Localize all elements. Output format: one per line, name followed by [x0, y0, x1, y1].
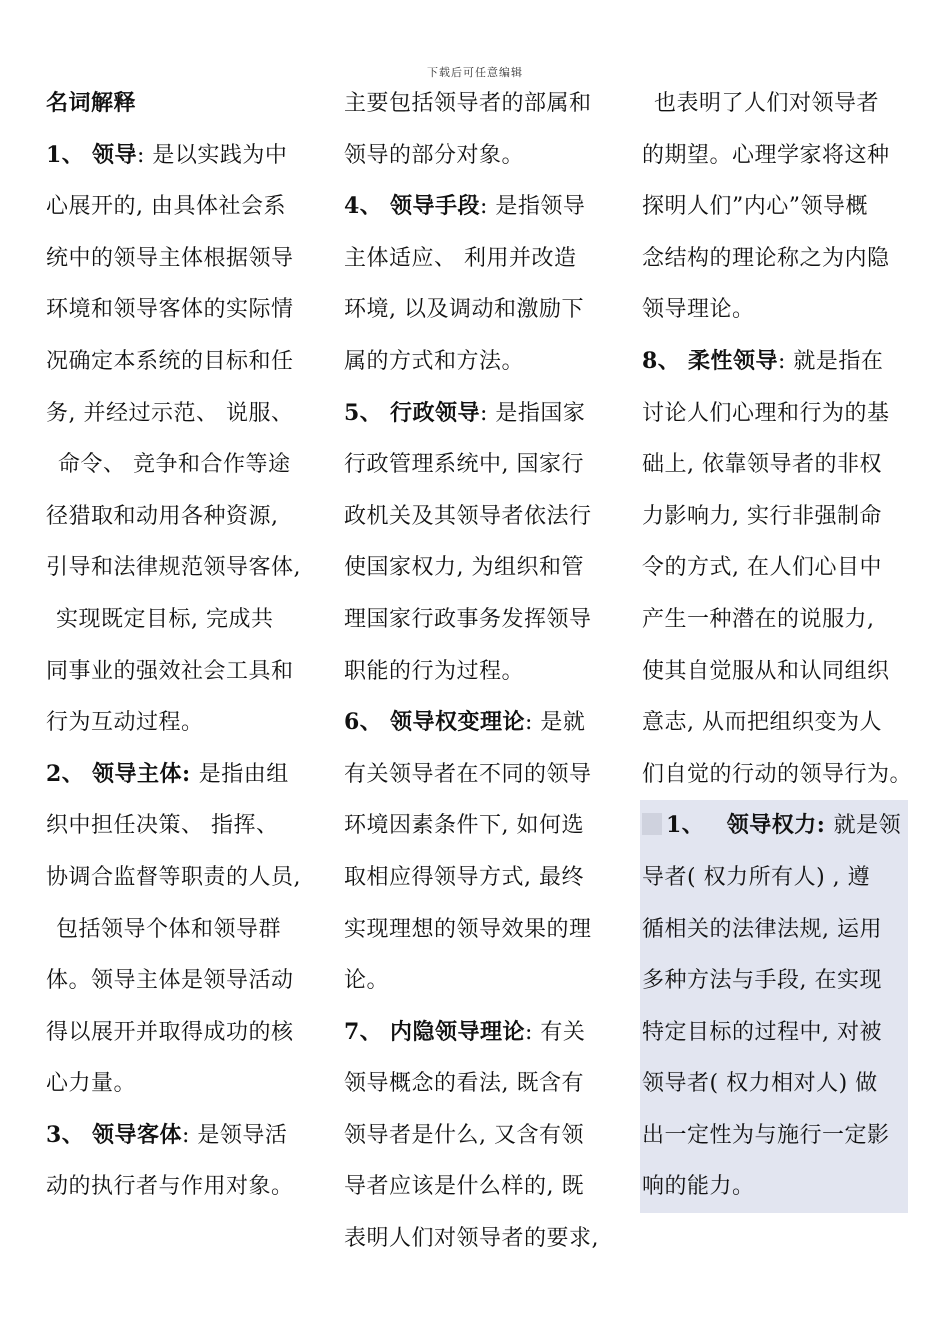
- entry-number: 6、: [344, 709, 383, 736]
- text-line: 实现理想的领导效果的理: [344, 916, 592, 942]
- text-line: 心力量。: [46, 1071, 137, 1097]
- text-line: 产生一种潜在的说服力,: [642, 606, 875, 632]
- text-line: 意志, 从而把组织变为人: [642, 710, 882, 736]
- text-line: 属的方式和方法。: [344, 348, 525, 374]
- entry-text: : 有关: [525, 1019, 586, 1045]
- text-line: 力影响力, 实行非强制命: [642, 503, 882, 529]
- text-line: 特定目标的过程中, 对被: [642, 1019, 882, 1045]
- entry-term: 柔性领导: [688, 347, 779, 374]
- text-line: 行政管理系统中, 国家行: [344, 452, 584, 478]
- text-line: 念结构的理论称之为内隐: [642, 245, 890, 271]
- entry-4-line: [344, 181, 610, 233]
- text-line: 表明人们对领导者的要求,: [344, 1226, 599, 1252]
- text-line: 动的执行者与作用对象。: [46, 1174, 294, 1200]
- entry-number: 3、: [46, 1121, 85, 1148]
- text-line: 职能的行为过程。: [344, 658, 525, 684]
- entry-term: 内隐领导理论: [390, 1018, 526, 1045]
- entry-6-line: [344, 697, 610, 749]
- text-line: 环境因素条件下, 如何选: [344, 813, 584, 839]
- entry-text: : 就是指在: [778, 348, 884, 374]
- text-line: 循相关的法律法规, 运用: [642, 916, 882, 942]
- text-line: 多种方法与手段, 在实现: [642, 968, 882, 994]
- text-line: 行为互动过程。: [46, 710, 204, 736]
- entry-text: 就是领: [833, 813, 902, 839]
- text-line: 有关领导者在不同的领导: [344, 761, 592, 787]
- column-3: [642, 78, 913, 1213]
- entry-2-line: [46, 749, 312, 801]
- entry-number: 1、: [666, 812, 705, 839]
- text-line: 领导者( 权力相对人) 做: [642, 1071, 878, 1097]
- entry-number: 8、: [642, 347, 681, 374]
- text-line: 讨论人们心理和行为的基: [642, 400, 890, 426]
- text-line: 领导的部分对象。: [344, 142, 525, 168]
- text-line: 令的方式, 在人们心目中: [642, 555, 882, 581]
- entry-1-line: [46, 130, 312, 182]
- entry-term: 行政领导: [390, 399, 481, 426]
- entry-number: 4、: [344, 193, 383, 220]
- text-line: 也表明了人们对领导者: [654, 91, 880, 116]
- text-line: 环境, 以及调动和激励下: [344, 297, 584, 323]
- column-2: [344, 78, 610, 1265]
- entry-5-line: [344, 388, 610, 440]
- text-line: 响的能力。: [642, 1174, 755, 1200]
- text-line: 取相应得领导方式, 最终: [344, 864, 584, 890]
- text-line: 探明人们”内心”领导概: [642, 194, 868, 220]
- text-line: 得以展开并取得成功的核: [46, 1019, 294, 1045]
- text-line: 政机关及其领导者依法行: [344, 503, 592, 529]
- entry-term: 领导客体: [92, 1121, 183, 1148]
- text-line: 的期望。心理学家将这种: [642, 142, 890, 168]
- entry-text: : 是指领导: [480, 194, 586, 220]
- text-line: 务, 并经过示范、 说服、: [46, 400, 294, 426]
- entry-number: 2、: [46, 760, 85, 787]
- text-line: 导者应该是什么样的, 既: [344, 1174, 584, 1200]
- text-line: 协调合监督等职责的人员,: [46, 864, 301, 890]
- text-line: 径猎取和动用各种资源,: [46, 503, 279, 529]
- entry-text: : 是就: [525, 710, 586, 736]
- text-line: 础上, 依靠领导者的非权: [642, 452, 882, 478]
- entry-term: 领导主体:: [92, 760, 199, 787]
- column-1: [46, 78, 312, 1213]
- text-line: 况确定本系统的目标和任: [46, 348, 294, 374]
- text-line: 导者( 权力所有人) , 遵: [642, 864, 871, 890]
- entry-text: : 是领导活: [182, 1122, 288, 1148]
- page-header: 下载后可任意编辑: [427, 66, 523, 79]
- entry-8-line: [642, 336, 908, 388]
- text-line: 体。领导主体是领导活动: [46, 968, 294, 994]
- entry-3-line: [46, 1110, 312, 1162]
- text-line: 使国家权力, 为组织和管: [344, 555, 584, 581]
- text-line: 环境和领导客体的实际情: [46, 297, 294, 323]
- entry-number: 1、: [46, 141, 85, 168]
- text-line: 实现既定目标, 完成共: [56, 606, 274, 632]
- text-line: 同事业的强效社会工具和: [46, 658, 294, 684]
- entry-term: 领导权力:: [726, 812, 834, 839]
- entry-number: 7、: [344, 1018, 383, 1045]
- text-line: 论。: [344, 968, 390, 994]
- text-line: 领导理论。: [642, 297, 755, 323]
- text-line: 主要包括领导者的部属和: [344, 91, 592, 116]
- text-line: 使其自觉服从和认同组织: [642, 658, 890, 684]
- section-heading: 名词解释: [46, 90, 137, 116]
- text-line: 领导概念的看法, 既含有: [344, 1071, 584, 1097]
- entry-7-line: [344, 1007, 610, 1059]
- entry-term: 领导手段: [390, 193, 481, 220]
- text-line: 出一定性为与施行一定影: [642, 1122, 890, 1148]
- entry-text: : 是指国家: [480, 400, 586, 426]
- highlighted-definition-block: [640, 800, 908, 1213]
- text-line: 统中的领导主体根据领导: [46, 245, 294, 271]
- text-line: 织中担任决策、 指挥、: [46, 813, 279, 839]
- entry-term: 领导: [92, 141, 138, 168]
- text-line: 理国家行政事务发挥领导: [344, 606, 592, 632]
- entry-text: : 是以实践为中: [137, 142, 288, 168]
- text-line: 主体适应、 利用并改造: [344, 245, 577, 271]
- entry-text: 是指由组: [198, 761, 289, 787]
- text-line: 心展开的, 由具体社会系: [46, 194, 286, 220]
- text-line: 领导者是什么, 又含有领: [344, 1122, 584, 1148]
- entry-term: 领导权变理论: [390, 709, 526, 736]
- text-line: 包括领导个体和领导群: [56, 916, 282, 942]
- text-line: 们自觉的行动的领导行为。: [642, 761, 913, 787]
- highlight-marker: [642, 813, 662, 835]
- text-line: 引导和法律规范领导客体,: [46, 555, 301, 581]
- text-line: 命令、 竞争和合作等途: [58, 452, 291, 478]
- entry-number: 5、: [344, 399, 383, 426]
- entry-9-line: [642, 800, 908, 852]
